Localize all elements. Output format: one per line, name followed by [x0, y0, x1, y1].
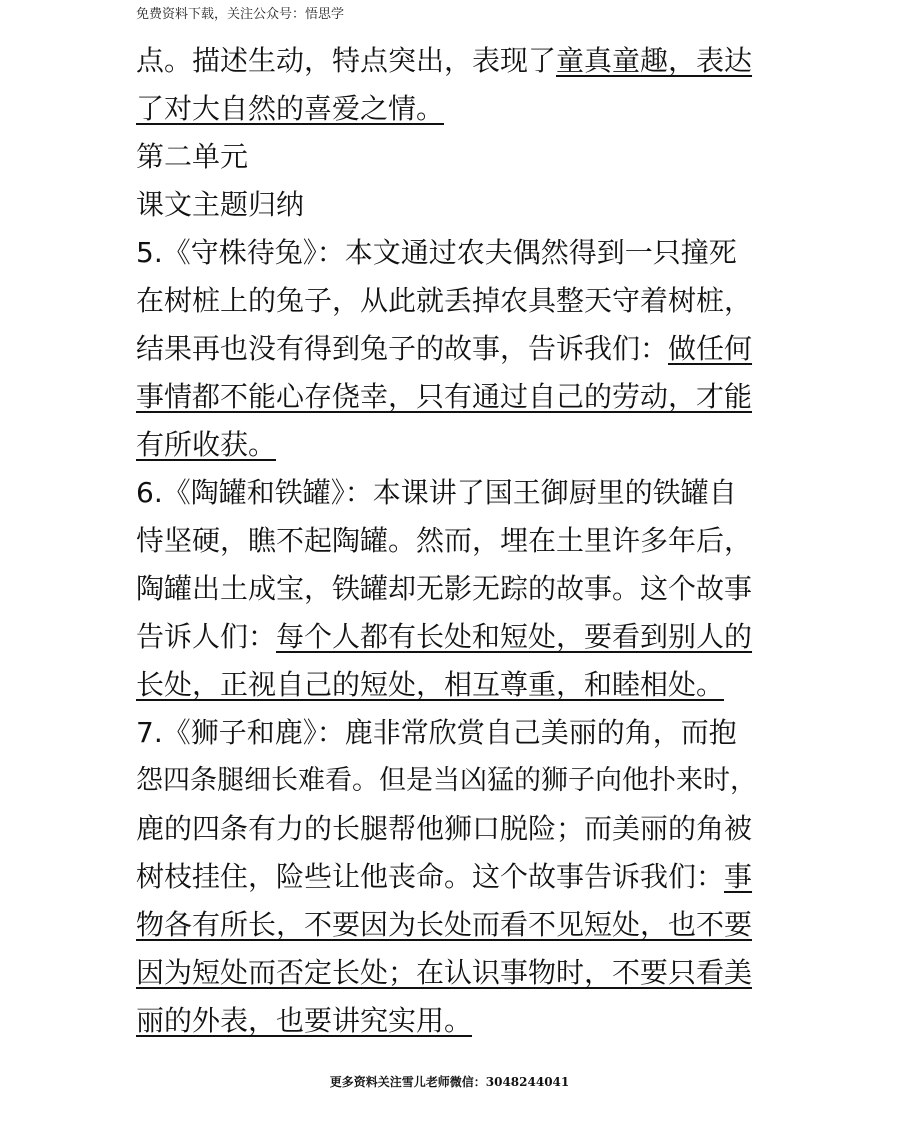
text-segment: 5.《守株待兔》：本文通过农夫偶然得到一只撞死: [136, 236, 737, 269]
text-segment: 6.《陶罐和铁罐》：本课讲了国王御厨里的铁罐自: [136, 476, 737, 509]
footer-note: 更多资料关注雪儿老师微信：3048244041: [329, 1075, 570, 1089]
text-line: [136, 757, 768, 805]
document-body: [136, 37, 768, 1045]
text-line: [136, 517, 768, 565]
underlined-text: 事: [724, 860, 753, 893]
text-line: [136, 373, 768, 421]
underlined-text: 丽的外表，也要讲究实用。: [136, 1004, 473, 1037]
text-segment: 树枝挂住，险些让他丧命。这个故事告诉我们：: [136, 860, 725, 893]
text-line: [136, 181, 768, 229]
text-line: [136, 277, 768, 325]
text-line: [136, 229, 768, 277]
underlined-text: 童真童趣，表达: [556, 44, 753, 77]
text-line: [136, 469, 768, 517]
text-line: [136, 997, 768, 1045]
text-line: [136, 37, 768, 85]
underlined-text: 有所收获。: [136, 428, 277, 461]
text-segment: 点。描述生动，特点突出，表现了: [136, 44, 557, 77]
text-line: [136, 565, 768, 613]
text-line: [136, 709, 768, 757]
text-segment: 第二单元: [136, 140, 249, 173]
text-line: [136, 133, 768, 181]
text-segment: 怨四条腿细长难看。但是当凶猛的狮子向他扑来时，: [136, 765, 757, 796]
text-line: [136, 421, 768, 469]
header-note: 免费资料下载，关注公众号：悟思学: [136, 7, 345, 22]
text-segment: 7.《狮子和鹿》：鹿非常欣赏自己美丽的角，而抱: [136, 716, 737, 749]
text-segment: 恃坚硬，瞧不起陶罐。然而，埋在土里许多年后，: [136, 524, 753, 557]
underlined-text: 事情都不能心存侥幸，只有通过自己的劳动，才能: [136, 380, 753, 413]
underlined-text: 长处，正视自己的短处，相互尊重，和睦相处。: [136, 668, 725, 701]
underlined-text: 了对大自然的喜爱之情。: [136, 92, 445, 125]
text-line: [136, 853, 768, 901]
underlined-text: 物各有所长，不要因为长处而看不见短处，也不要: [136, 908, 753, 941]
text-line: [136, 613, 768, 661]
text-line: [136, 661, 768, 709]
text-line: [136, 325, 768, 373]
underlined-text: 每个人都有长处和短处，要看到别人的: [276, 620, 753, 653]
text-segment: 鹿的四条有力的长腿帮他狮口脱险；而美丽的角被: [136, 812, 753, 845]
text-segment: 陶罐出土成宝，铁罐却无影无踪的故事。这个故事: [136, 572, 753, 605]
text-line: [136, 85, 768, 133]
text-segment: 告诉人们：: [136, 620, 277, 653]
text-line: [136, 949, 768, 997]
text-segment: 结果再也没有得到兔子的故事，告诉我们：: [136, 332, 669, 365]
text-segment: 课文主题归纳: [136, 188, 305, 221]
underlined-text: 做任何: [668, 332, 753, 365]
text-line: [136, 805, 768, 853]
text-line: [136, 901, 768, 949]
underlined-text: 因为短处而否定长处；在认识事物时，不要只看美: [136, 956, 753, 989]
text-segment: 在树桩上的兔子，从此就丢掉农具整天守着树桩，: [136, 284, 753, 317]
